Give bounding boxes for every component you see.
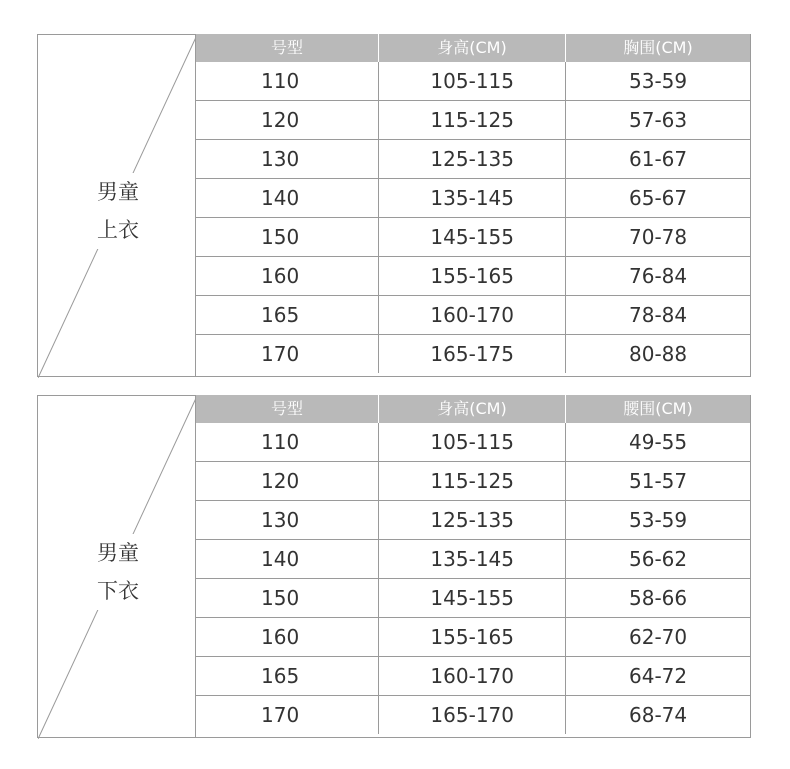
cell-height: 135-145: [378, 540, 565, 578]
cell-size: 130: [261, 147, 300, 171]
cell-size: 130: [261, 508, 300, 532]
category-gender: 男童: [97, 180, 139, 204]
table-header-row: [196, 395, 750, 423]
cell-size: 140: [261, 186, 300, 210]
cell-size: 165: [261, 303, 300, 327]
table-row: [196, 461, 750, 500]
cell-size: 150: [261, 225, 300, 249]
header-height: 身高(CM): [378, 395, 565, 423]
cell-height: 165-170: [378, 696, 565, 734]
tops-size-grid: [196, 34, 751, 377]
cell-waist: 62-70: [565, 618, 750, 656]
table-row: [196, 656, 750, 695]
cell-height: 135-145: [378, 179, 565, 217]
table-row: [196, 334, 750, 373]
header-chest: 胸围(CM): [565, 34, 750, 62]
cell-waist: 64-72: [565, 657, 750, 695]
cell-height: 145-155: [378, 579, 565, 617]
table-header-row: [196, 34, 750, 62]
cell-waist: 49-55: [565, 423, 750, 461]
tops-category-label: [88, 173, 148, 249]
cell-height: 105-115: [378, 62, 565, 100]
cell-size: 120: [261, 108, 300, 132]
cell-height: 145-155: [378, 218, 565, 256]
cell-chest: 53-59: [565, 62, 750, 100]
cell-height: 160-170: [378, 296, 565, 334]
table-row: [196, 217, 750, 256]
cell-chest: 61-67: [565, 140, 750, 178]
cell-height: 155-165: [378, 257, 565, 295]
cell-chest: 78-84: [565, 296, 750, 334]
category-gender: 男童: [97, 541, 139, 565]
cell-height: 115-125: [378, 101, 565, 139]
cell-waist: 51-57: [565, 462, 750, 500]
table-row: [196, 295, 750, 334]
cell-size: 170: [261, 703, 300, 727]
cell-size: 140: [261, 547, 300, 571]
cell-height: 125-135: [378, 140, 565, 178]
cell-chest: 65-67: [565, 179, 750, 217]
cell-height: 165-175: [378, 335, 565, 373]
cell-size: 110: [261, 69, 300, 93]
table-row: [196, 423, 750, 461]
header-size: 号型: [271, 399, 304, 418]
cell-height: 155-165: [378, 618, 565, 656]
category-garment: 上衣: [97, 218, 139, 242]
cell-size: 170: [261, 342, 300, 366]
table-row: [196, 695, 750, 734]
cell-chest: 76-84: [565, 257, 750, 295]
cell-size: 165: [261, 664, 300, 688]
cell-height: 160-170: [378, 657, 565, 695]
category-garment: 下衣: [97, 579, 139, 603]
table-row: [196, 100, 750, 139]
table-row: [196, 539, 750, 578]
cell-chest: 70-78: [565, 218, 750, 256]
table-row: [196, 578, 750, 617]
cell-size: 160: [261, 264, 300, 288]
cell-waist: 53-59: [565, 501, 750, 539]
cell-waist: 68-74: [565, 696, 750, 734]
cell-height: 115-125: [378, 462, 565, 500]
cell-chest: 80-88: [565, 335, 750, 373]
table-row: [196, 178, 750, 217]
cell-height: 105-115: [378, 423, 565, 461]
cell-size: 150: [261, 586, 300, 610]
bottoms-label-cell: [37, 395, 196, 738]
table-row: [196, 256, 750, 295]
cell-waist: 56-62: [565, 540, 750, 578]
table-row: [196, 139, 750, 178]
cell-height: 125-135: [378, 501, 565, 539]
table-row: [196, 617, 750, 656]
tops-label-cell: [37, 34, 196, 377]
cell-chest: 57-63: [565, 101, 750, 139]
table-row: [196, 62, 750, 100]
cell-waist: 58-66: [565, 579, 750, 617]
header-size: 号型: [271, 38, 304, 57]
cell-size: 160: [261, 625, 300, 649]
header-height: 身高(CM): [378, 34, 565, 62]
bottoms-category-label: [88, 534, 148, 610]
bottoms-size-grid: [196, 395, 751, 738]
table-row: [196, 500, 750, 539]
cell-size: 120: [261, 469, 300, 493]
cell-size: 110: [261, 430, 300, 454]
header-waist: 腰围(CM): [565, 395, 750, 423]
